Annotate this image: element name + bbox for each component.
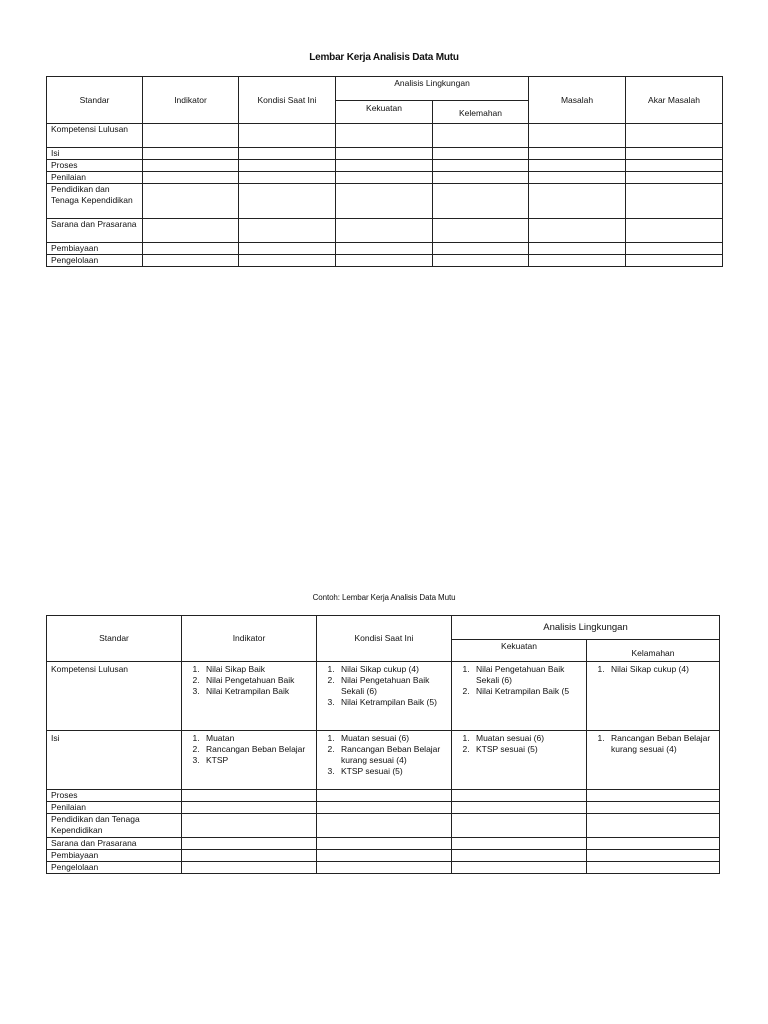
header-standar: Standar bbox=[47, 616, 182, 662]
list-item: 1. Rancangan Beban Belajar kurang sesuai (4) bbox=[607, 733, 715, 755]
list-item: 1. Muatan sesuai (6) bbox=[472, 733, 582, 744]
list-item: 1. Muatan sesuai (6) bbox=[337, 733, 447, 744]
standar-cell: Pendidikan dan Tenaga Kependidikan bbox=[47, 184, 143, 219]
standar-cell: Kompetensi Lulusan bbox=[47, 662, 182, 731]
standar-cell: Pembiayaan bbox=[47, 243, 143, 255]
list-item: 3. Nilai Ketrampilan Baik bbox=[202, 686, 312, 697]
header-masalah: Masalah bbox=[529, 77, 626, 124]
kelemahan-list bbox=[591, 733, 715, 755]
header-kelemahan: Kelemahan bbox=[433, 101, 529, 124]
list-item: 2. Rancangan Beban Belajar kurang sesuai (4) bbox=[337, 744, 447, 766]
list-item: 1. Nilai Sikap cukup (4) bbox=[337, 664, 447, 675]
worksheet-table bbox=[46, 76, 723, 267]
header-standar: Standar bbox=[47, 77, 143, 124]
standar-cell: Pengelolaan bbox=[47, 862, 182, 874]
header-kondisi: Kondisi Saat Ini bbox=[317, 616, 452, 662]
header-analisis-lingkungan: Analisis Lingkungan bbox=[336, 77, 529, 101]
standar-cell: Penilaian bbox=[47, 802, 182, 814]
list-item: 1. Muatan bbox=[202, 733, 312, 744]
table-row bbox=[47, 160, 723, 172]
table-row bbox=[47, 790, 720, 802]
list-item: 2. Nilai Ketrampilan Baik (5 bbox=[472, 686, 582, 697]
list-item: 1. Nilai Sikap Baik bbox=[202, 664, 312, 675]
kelemahan-list bbox=[591, 664, 715, 675]
list-item: 2. Rancangan Beban Belajar bbox=[202, 744, 312, 755]
table-row bbox=[47, 255, 723, 267]
standar-cell: Pengelolaan bbox=[47, 255, 143, 267]
list-item: 1. Nilai Sikap cukup (4) bbox=[607, 664, 715, 675]
standar-cell: Proses bbox=[47, 790, 182, 802]
kondisi-list bbox=[321, 733, 447, 777]
table-row bbox=[47, 850, 720, 862]
standar-cell: Sarana dan Prasarana bbox=[47, 838, 182, 850]
table-row bbox=[47, 184, 723, 219]
header-akar-masalah: Akar Masalah bbox=[626, 77, 723, 124]
standar-cell: Penilaian bbox=[47, 172, 143, 184]
list-item: 2. Nilai Pengetahuan Baik bbox=[202, 675, 312, 686]
table-row bbox=[47, 662, 720, 731]
kondisi-list bbox=[321, 664, 447, 708]
indikator-list bbox=[186, 733, 312, 766]
header-kekuatan: Kekuatan bbox=[452, 640, 587, 662]
example-title: Contoh: Lembar Kerja Analisis Data Mutu bbox=[312, 593, 456, 602]
example-table bbox=[46, 615, 720, 874]
kekuatan-list bbox=[456, 664, 582, 697]
table-row bbox=[47, 243, 723, 255]
table-row bbox=[47, 731, 720, 790]
standar-cell: Sarana dan Prasarana bbox=[47, 219, 143, 243]
table-row bbox=[47, 862, 720, 874]
standar-cell: Isi bbox=[47, 731, 182, 790]
header-kondisi: Kondisi Saat Ini bbox=[239, 77, 336, 124]
header-kelamahan: Kelamahan bbox=[587, 640, 720, 662]
header-kekuatan: Kekuatan bbox=[336, 101, 433, 124]
list-item: 1. Nilai Pengetahuan Baik Sekali (6) bbox=[472, 664, 582, 686]
standar-cell: Isi bbox=[47, 148, 143, 160]
standar-cell: Kompetensi Lulusan bbox=[47, 124, 143, 148]
header-indikator: Indikator bbox=[182, 616, 317, 662]
table-row bbox=[47, 802, 720, 814]
table-row bbox=[47, 838, 720, 850]
table-row bbox=[47, 814, 720, 838]
table-row bbox=[47, 219, 723, 243]
list-item: 3. KTSP bbox=[202, 755, 312, 766]
standar-cell: Pendidikan dan Tenaga Kependidikan bbox=[47, 814, 182, 838]
standar-cell: Pembiayaan bbox=[47, 850, 182, 862]
header-analisis-lingkungan: Analisis Lingkungan bbox=[452, 616, 720, 640]
standar-cell: Proses bbox=[47, 160, 143, 172]
list-item: 2. Nilai Pengetahuan Baik Sekali (6) bbox=[337, 675, 447, 697]
list-item: 2. KTSP sesuai (5) bbox=[472, 744, 582, 755]
worksheet-title: Lembar Kerja Analisis Data Mutu bbox=[309, 52, 459, 63]
header-indikator: Indikator bbox=[143, 77, 239, 124]
indikator-list bbox=[186, 664, 312, 697]
table-row bbox=[47, 172, 723, 184]
list-item: 3. Nilai Ketrampilan Baik (5) bbox=[337, 697, 447, 708]
list-item: 3. KTSP sesuai (5) bbox=[337, 766, 447, 777]
kekuatan-list bbox=[456, 733, 582, 755]
table-row bbox=[47, 124, 723, 148]
table-row bbox=[47, 148, 723, 160]
